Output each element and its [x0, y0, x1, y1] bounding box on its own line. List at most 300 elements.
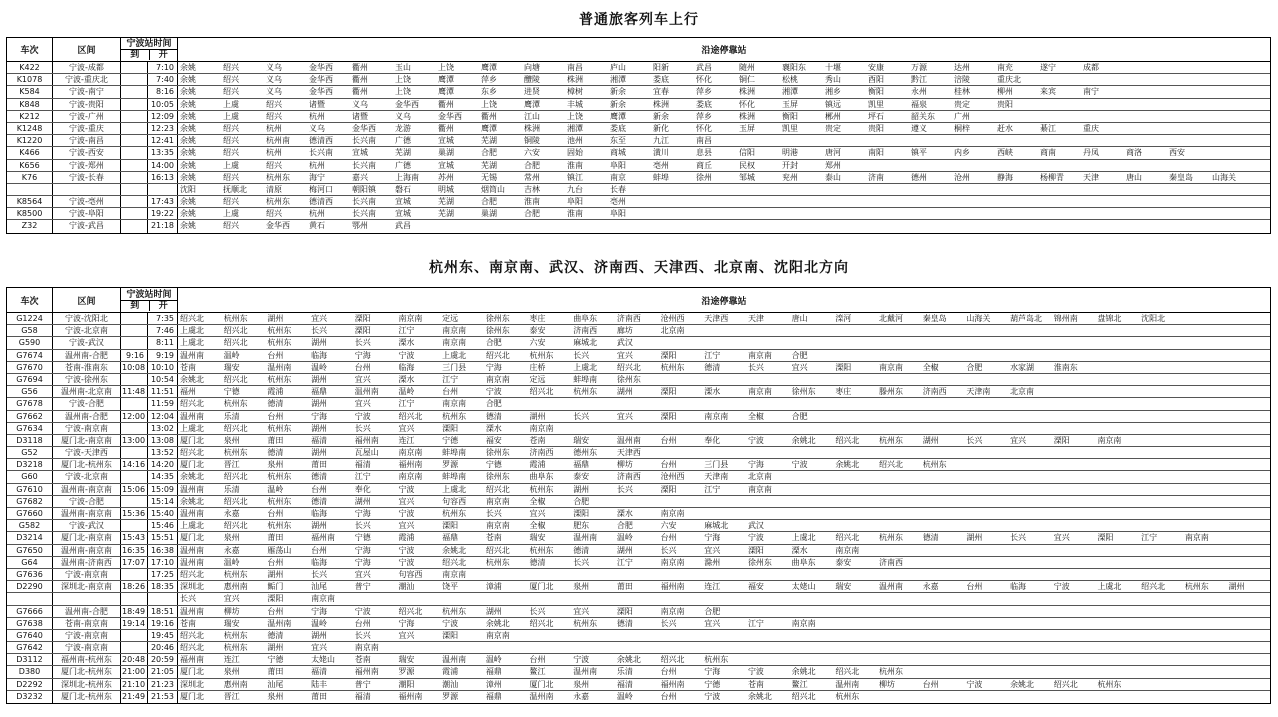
depart-time: 21:05	[148, 666, 178, 677]
stop-station: 绍兴	[223, 75, 239, 85]
header-route: 区间	[53, 288, 121, 312]
stop-station: 武汉	[616, 338, 633, 348]
stop-station: 罗源	[398, 667, 415, 677]
train-number: G7642	[7, 642, 53, 653]
stop-station: 德清	[267, 630, 284, 640]
stop-station: 滦河	[835, 314, 852, 323]
stop-station: 株洲	[739, 87, 755, 97]
depart-time: 7:40	[148, 74, 178, 85]
depart-time: 17:43	[148, 196, 178, 207]
stop-station: 宁海	[354, 509, 371, 518]
stop-station: 绍兴北	[180, 643, 204, 653]
stop-station: 永州	[911, 87, 927, 97]
route: 宁波-郑州	[53, 160, 121, 171]
stop-station: 泰山	[825, 172, 841, 182]
stop-station: 温州南	[879, 582, 903, 592]
stop-station: 上虞	[223, 160, 239, 170]
stop-station: 绍兴	[223, 172, 239, 182]
stop-station: 遂宁	[1040, 63, 1056, 72]
stop-station: 杭州东	[267, 496, 292, 506]
stop-station: 明城	[438, 184, 454, 194]
depart-time: 20:59	[148, 654, 178, 665]
stop-station: 枣庄	[529, 314, 546, 323]
stop-station: 温岭	[398, 387, 415, 397]
stop-station: 镇平	[911, 148, 927, 158]
stop-station: 衢州	[352, 63, 368, 72]
stop-station: 遵义	[911, 123, 927, 133]
stop-station: 萍乡	[696, 87, 712, 97]
table-row	[7, 545, 1270, 557]
stop-station: 杭州东	[529, 545, 554, 555]
stop-station: 郑州	[825, 160, 841, 170]
stop-station: 宣城	[395, 197, 411, 207]
stop-station: 宁波	[1053, 582, 1070, 592]
stop-station: 湖州	[267, 569, 284, 579]
stop-station: 济南西	[616, 472, 641, 482]
stop-station: 贵阳	[997, 99, 1013, 109]
stop-station: 淮南	[567, 160, 583, 170]
stop-station: 南京南	[442, 326, 467, 336]
train-number: K422	[7, 62, 53, 73]
arrive-time: 16:35	[121, 545, 148, 556]
stop-station: 宁海	[354, 350, 371, 360]
stop-station: 长兴	[311, 326, 328, 336]
stop-station: 深圳北	[180, 582, 204, 592]
stop-station: 温岭	[311, 618, 328, 628]
stop-station: 葫芦岛北	[1010, 314, 1043, 323]
arrive-time	[121, 325, 148, 336]
stop-station: 丰城	[567, 99, 583, 109]
stop-station: 绍兴	[266, 160, 282, 170]
stop-station: 达州	[954, 63, 970, 72]
stop-station: 漳浦	[485, 582, 502, 592]
stop-station: 上虞北	[442, 484, 467, 494]
table-row	[7, 362, 1270, 374]
arrive-time	[121, 520, 148, 531]
stop-station: 杭州东	[1184, 582, 1209, 592]
stop-station: 晋江	[223, 691, 240, 701]
stop-station: 湖州	[922, 435, 939, 445]
header-route: 区间	[53, 38, 121, 61]
stop-station: 长兴	[354, 423, 371, 433]
stop-station: 邹城	[739, 172, 755, 182]
stop-station: 鹰潭	[524, 99, 540, 109]
stop-station: 枣庄	[835, 387, 852, 397]
stop-station: 杭州东	[573, 387, 598, 397]
depart-time: 10:54	[148, 374, 178, 385]
stop-station: 杭州东	[223, 448, 248, 458]
stop-station: 福清	[354, 691, 371, 701]
stop-station: 绍兴	[223, 221, 239, 231]
stop-station: 泉州	[223, 533, 240, 543]
stop-station: 余姚北	[616, 655, 641, 665]
stop-station: 莆田	[616, 582, 633, 592]
table-row	[7, 581, 1270, 593]
stop-station: 福鼎	[485, 691, 502, 701]
stop-list	[178, 593, 1270, 604]
stop-station: 温州南	[529, 691, 554, 701]
stop-list	[178, 398, 1270, 409]
stop-station: 德清	[267, 399, 284, 409]
stop-station: 合肥	[485, 399, 502, 409]
depart-time: 10:05	[148, 99, 178, 110]
arrive-time	[121, 423, 148, 434]
stop-list	[178, 196, 1270, 207]
stop-station: 上海南	[395, 172, 419, 182]
route: 厦门北-南京南	[53, 532, 121, 543]
stop-station: 万源	[911, 63, 927, 72]
stop-station: 德清西	[309, 197, 333, 207]
stop-station: 霞浦	[267, 387, 284, 397]
stop-station: 溧水	[398, 374, 415, 384]
stop-station: 台州	[267, 557, 284, 567]
stop-station: 上虞	[223, 111, 239, 121]
stop-station: 临海	[311, 509, 328, 518]
stop-station: 南京南	[485, 496, 510, 506]
stop-station: 余姚北	[747, 691, 772, 701]
stop-station: 莆田	[311, 691, 328, 701]
train-number: D3214	[7, 532, 53, 543]
stop-station: 徐州东	[485, 448, 510, 458]
stop-station: 怀化	[696, 75, 712, 85]
stop-station: 台州	[529, 655, 546, 665]
stop-station: 黔江	[911, 75, 927, 85]
stop-station: 泰安	[835, 557, 852, 567]
stop-station: 南京南	[354, 643, 379, 653]
stop-station: 余姚	[180, 99, 196, 109]
stop-station: 徐州东	[791, 387, 816, 397]
stop-station: 南京南	[747, 484, 772, 494]
stop-station: 南京南	[529, 423, 554, 433]
stop-station: 莆田	[267, 667, 284, 677]
depart-time: 12:41	[148, 135, 178, 146]
stop-station: 福清	[311, 435, 328, 445]
stop-station: 天津南	[966, 387, 991, 397]
stop-station: 潮汕	[398, 582, 415, 592]
stop-station: 乐清	[223, 484, 240, 494]
stop-station: 长兴南	[309, 148, 333, 158]
stop-station: 东乡	[481, 87, 497, 97]
header-train-no: 车次	[7, 38, 53, 61]
stop-station: 宁波	[747, 435, 764, 445]
stop-station: 广州	[954, 111, 970, 121]
stop-list	[178, 666, 1270, 677]
stop-station: 绍兴北	[180, 448, 204, 458]
stop-station: 长兴南	[352, 209, 376, 219]
stop-station: 阜阳	[567, 197, 583, 207]
stop-station: 杭州东	[485, 557, 510, 567]
stop-station: 杭州东	[267, 521, 292, 531]
stop-station: 柳坊	[616, 460, 633, 470]
stop-station: 福鼎	[311, 387, 328, 397]
train-number: D3118	[7, 435, 53, 446]
stop-station: 合肥	[524, 209, 540, 219]
train-number: G7660	[7, 508, 53, 519]
depart-time: 7:35	[148, 313, 178, 324]
stop-station: 宁海	[704, 533, 721, 543]
stop-station: 溧水	[616, 509, 633, 518]
stop-station: 太姥山	[311, 655, 336, 665]
stop-station: 曲阜东	[573, 314, 598, 323]
stop-station: 池州	[567, 136, 583, 146]
stop-station: 南京南	[747, 350, 772, 360]
stop-list	[178, 581, 1270, 592]
stop-station: 天津	[747, 314, 764, 323]
stop-station: 曲阜东	[791, 557, 816, 567]
route: 福州南-杭州东	[53, 654, 121, 665]
arrive-time	[121, 337, 148, 348]
train-number: G7674	[7, 350, 53, 361]
route: 宁波-天津西	[53, 447, 121, 458]
stop-station: 秦皇岛	[922, 314, 947, 323]
stop-station: 绍兴	[223, 63, 239, 72]
stop-station: 庐山	[610, 63, 626, 72]
stop-station: 福鼎	[485, 667, 502, 677]
stop-station: 宁海	[311, 411, 328, 421]
stop-station: 福泉	[911, 99, 927, 109]
stop-station: 普宁	[354, 582, 371, 592]
stop-station: 内乡	[954, 148, 970, 158]
stop-station: 江宁	[704, 484, 721, 494]
stop-station: 溧阳	[573, 509, 590, 518]
stop-station: 上饶	[395, 75, 411, 85]
train-number: G7682	[7, 496, 53, 507]
stop-station: 台州	[267, 350, 284, 360]
stop-list	[178, 386, 1270, 397]
stop-station: 余姚	[180, 221, 196, 231]
route: 宁波-合肥	[53, 496, 121, 507]
stop-station: 湖州	[267, 314, 284, 323]
stop-list	[178, 569, 1270, 580]
stop-station: 绍兴北	[180, 314, 204, 323]
stop-station: 沧州西	[660, 472, 685, 482]
stop-station: 湘潭	[782, 87, 798, 97]
stop-station: 绍兴北	[223, 338, 248, 348]
stop-station: 信阳	[739, 148, 755, 158]
stop-station: 温州南	[573, 667, 598, 677]
stop-station: 南阳	[868, 148, 884, 158]
stop-station: 衢州	[438, 123, 454, 133]
stop-station: 巢湖	[481, 209, 497, 219]
stop-station: 兖州	[782, 172, 798, 182]
stop-station: 台州	[660, 460, 677, 470]
arrive-time	[121, 111, 148, 122]
stop-station: 绍兴北	[835, 435, 860, 445]
train-number: G7610	[7, 484, 53, 495]
stop-station: 溧阳	[442, 521, 459, 531]
stop-station: 玉屏	[782, 99, 798, 109]
stop-station: 鳌江	[529, 667, 546, 677]
arrive-time	[121, 62, 148, 73]
stop-station: 水家湖	[1010, 362, 1035, 372]
stop-station: 奉化	[354, 484, 371, 494]
stop-station: 绍兴北	[835, 533, 860, 543]
stop-station: 吉林	[524, 184, 540, 194]
route: 温州南-济南西	[53, 557, 121, 568]
stop-station: 太姥山	[791, 582, 816, 592]
stop-station: 定远	[442, 314, 459, 323]
stop-station: 长兴	[616, 484, 633, 494]
stop-station: 余姚	[180, 148, 196, 158]
stop-station: 句容西	[398, 569, 423, 579]
stop-station: 宜兴	[223, 594, 240, 604]
route: 宁波-徐州东	[53, 374, 121, 385]
stop-station: 句容西	[442, 496, 467, 506]
depart-time: 13:02	[148, 423, 178, 434]
table-row	[7, 386, 1270, 398]
stop-station: 合肥	[616, 521, 633, 531]
stop-station: 乐清	[223, 411, 240, 421]
regular-trains-table	[6, 37, 1271, 234]
stop-station: 金华西	[309, 63, 333, 72]
stop-station: 商洛	[1126, 148, 1142, 158]
arrive-time	[121, 374, 148, 385]
stop-station: 宁德	[704, 679, 721, 689]
stop-station: 明港	[782, 148, 798, 158]
stop-station: 柳坊	[879, 679, 895, 689]
stop-list	[178, 447, 1270, 458]
stop-station: 温州南	[180, 606, 204, 616]
stop-station: 苍南	[747, 679, 764, 689]
stop-station: 泰安	[529, 326, 546, 336]
stop-station: 台州	[267, 606, 284, 616]
route: 宁波-武昌	[53, 220, 121, 232]
stop-station: 南京南	[398, 472, 423, 482]
stop-station: 宜兴	[1010, 435, 1027, 445]
stop-station: 连江	[704, 582, 721, 592]
stop-station: 杭州东	[223, 630, 248, 640]
stop-station: 宜兴	[311, 314, 328, 323]
stop-station: 长兴南	[352, 160, 376, 170]
depart-time: 15:46	[148, 520, 178, 531]
stop-station: 温岭	[223, 557, 240, 567]
arrive-time: 21:10	[121, 679, 148, 690]
stop-station: 湖州	[311, 448, 328, 458]
train-number: G7670	[7, 362, 53, 373]
table-row	[7, 508, 1270, 520]
stop-station: 德清	[704, 362, 721, 372]
table-row	[7, 135, 1270, 147]
arrive-time: 13:00	[121, 435, 148, 446]
stop-list	[178, 184, 1270, 195]
stop-station: 绍兴	[266, 111, 282, 121]
stop-station: 潮阳	[398, 679, 415, 689]
stop-station: 十堰	[825, 63, 841, 72]
table-row	[7, 184, 1270, 196]
arrive-time: 15:06	[121, 484, 148, 495]
depart-time: 14:20	[148, 459, 178, 470]
stop-station: 上虞北	[791, 533, 816, 543]
stop-station: 鹰潭	[438, 87, 454, 97]
route: 温州南-合肥	[53, 411, 121, 422]
route: 宁波-南京南	[53, 630, 121, 641]
train-number: G7636	[7, 569, 53, 580]
stop-station: 芜湖	[395, 148, 411, 158]
stop-station: 厦门北	[180, 667, 204, 677]
route: 宁波-亳州	[53, 196, 121, 207]
stop-station: 宜兴	[398, 630, 415, 640]
table-row	[7, 313, 1270, 325]
stop-station: 杭州东	[267, 423, 292, 433]
stop-station: 三门县	[704, 460, 729, 470]
stop-list	[178, 135, 1270, 146]
depart-time: 16:38	[148, 545, 178, 556]
stop-station: 芜湖	[481, 136, 497, 146]
stop-list	[178, 62, 1270, 73]
train-number: D3218	[7, 459, 53, 470]
stop-station: 秦皇岛	[1169, 172, 1193, 182]
stop-station: 济南西	[922, 387, 947, 397]
depart-time: 19:16	[148, 618, 178, 629]
stop-station: 蚌埠南	[573, 374, 598, 384]
stop-station: 沧州	[954, 172, 970, 182]
stop-station: 福州南	[398, 691, 423, 701]
stop-station: 杭州东	[267, 472, 292, 482]
stop-station: 德清西	[309, 136, 333, 146]
route: 宁波-北京南	[53, 471, 121, 482]
stop-station: 余姚北	[485, 618, 510, 628]
stop-station: 长春	[610, 184, 626, 194]
stop-station: 济南西	[573, 326, 598, 336]
table-row	[7, 172, 1270, 184]
stop-list	[178, 679, 1270, 690]
depart-time: 17:25	[148, 569, 178, 580]
stop-station: 潮汕	[442, 679, 459, 689]
table-header	[7, 288, 1270, 313]
depart-time: 13:08	[148, 435, 178, 446]
table-row	[7, 423, 1270, 435]
stop-station: 温岭	[223, 350, 240, 360]
stop-station: 杭州南	[266, 136, 290, 146]
stop-station: 余姚	[180, 111, 196, 121]
stop-station: 天津西	[616, 448, 641, 458]
route: 厦门北-杭州东	[53, 459, 121, 470]
stop-station: 温岭	[616, 691, 633, 701]
stop-station: 厦门北	[180, 691, 204, 701]
stop-station: 湖州	[311, 423, 328, 433]
stop-station: 温州南	[180, 545, 204, 555]
stop-station: 抚顺北	[223, 184, 247, 194]
stop-station: 重庆	[1083, 123, 1099, 133]
stop-station: 合肥	[791, 350, 808, 360]
stop-list	[178, 86, 1270, 97]
stop-station: 温岭	[485, 655, 502, 665]
stop-station: 莆田	[267, 435, 284, 445]
stop-station: 义乌	[395, 111, 411, 121]
stop-station: 合肥	[966, 362, 983, 372]
stop-station: 泉州	[573, 679, 590, 689]
stop-station: 济南西	[879, 557, 903, 567]
stop-station: 宁波	[354, 411, 371, 421]
train-number: G7662	[7, 411, 53, 422]
stop-station: 溧阳	[442, 423, 459, 433]
stop-station: 金华西	[438, 111, 462, 121]
stop-station: 醴陵	[524, 75, 540, 85]
stop-station: 永嘉	[573, 691, 590, 701]
stop-station: 德清	[573, 545, 590, 555]
stop-station: 长兴	[485, 509, 502, 518]
stop-list	[178, 423, 1270, 434]
depart-time: 8:16	[148, 86, 178, 97]
stop-station: 上虞北	[180, 521, 204, 531]
stop-station: 溧阳	[1097, 533, 1114, 543]
train-number: K584	[7, 86, 53, 97]
stop-station: 漳州	[485, 679, 502, 689]
stop-station: 湖州	[267, 643, 284, 653]
stop-station: 杭州东	[266, 172, 290, 182]
stop-station: 曲阜东	[529, 472, 554, 482]
stop-station: 韶关东	[911, 111, 935, 121]
